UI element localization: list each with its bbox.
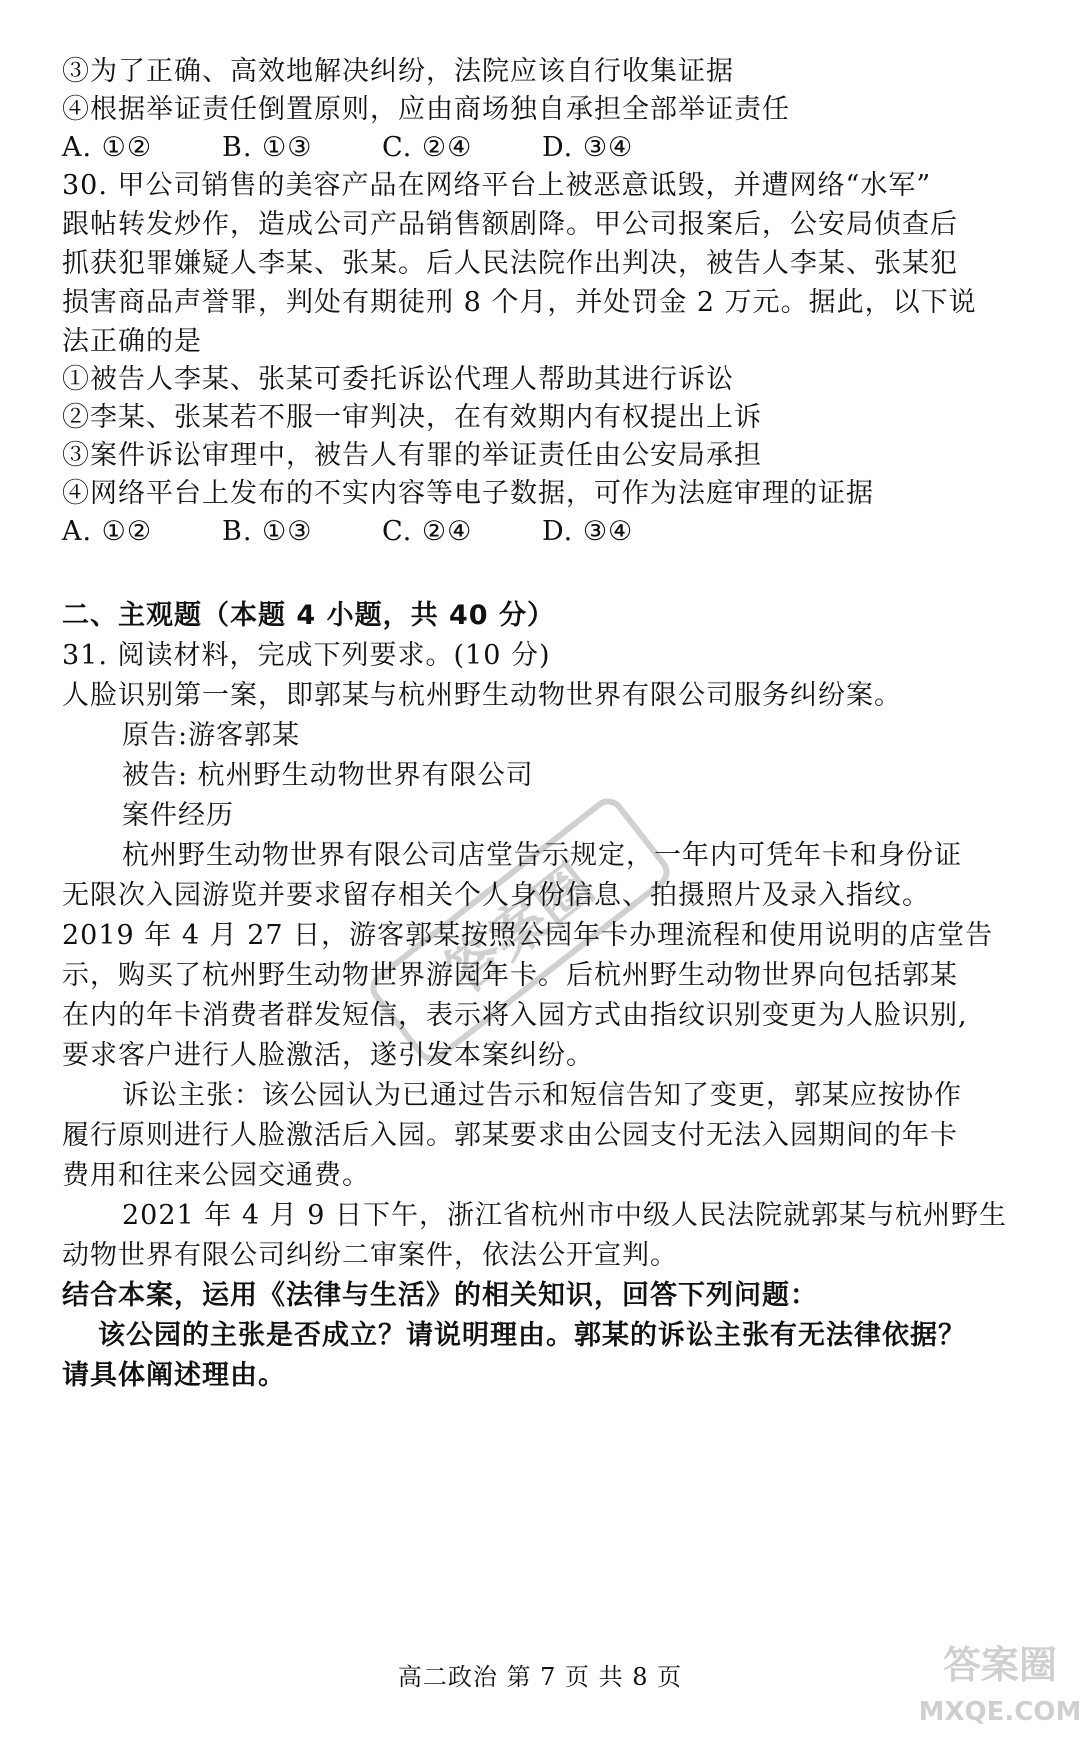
q31-case-line: 2019 年 4 月 27 日，游客郭某按照公园年卡办理流程和使用说明的店堂告 (62, 920, 994, 951)
q31-claim-line: 履行原则进行人脸激活后入园。郭某要求由公园支付无法入园期间的年卡 (62, 1120, 958, 1151)
q31-verdict-line: 动物世界有限公司纠纷二审案件，依法公开宣判。 (62, 1240, 678, 1271)
q30-stem-line: 损害商品声誉罪，判处有期徒刑 8 个月，并处罚金 2 万元。据此，以下说 (62, 287, 977, 318)
q30-stem-line: 法正确的是 (62, 326, 202, 357)
q31-case-line: 要求客户进行人脸激活，遂引发本案纠纷。 (62, 1040, 594, 1071)
q31-verdict-line: 2021 年 4 月 9 日下午，浙江省杭州市中级人民法院就郭某与杭州野生 (122, 1200, 1007, 1231)
q30-choice-b: B. ①③ (222, 516, 313, 547)
q29-choice-d: D. ③④ (542, 132, 634, 163)
q29-choice-a: A. ①② (62, 132, 153, 163)
q31-case-label: 案件经历 (122, 800, 234, 831)
q30-item-2: ②李某、张某若不服一审判决，在有效期内有权提出上诉 (62, 402, 762, 433)
q31-defendant: 被告: 杭州野生动物世界有限公司 (122, 760, 534, 791)
section-heading: 二、主观题（本题 4 小题，共 40 分） (62, 600, 555, 631)
q31-task-line: 结合本案，运用《法律与生活》的相关知识，回答下列问题： (62, 1280, 818, 1311)
q31-case-line: 无限次入园游览并要求留存相关个人身份信息、拍摄照片及录入指纹。 (62, 880, 930, 911)
q29-item-4: ④根据举证责任倒置原则，应由商场独自承担全部举证责任 (62, 94, 790, 125)
watermark-logo (918, 1620, 1082, 1740)
q30-stem-line: 30. 甲公司销售的美容产品在网络平台上被恶意诋毁，并遭网络“水军” (62, 170, 932, 201)
q30-stem-line: 抓获犯罪嫌疑人李某、张某。后人民法院作出判决，被告人李某、张某犯 (62, 248, 958, 279)
q30-item-1: ①被告人李某、张某可委托诉讼代理人帮助其进行诉讼 (62, 364, 734, 395)
watermark-logo-url: MXQE.COM (918, 1697, 1082, 1727)
q31-case-line: 在内的年卡消费者群发短信，表示将入园方式由指纹识别变更为人脸识别, (62, 1000, 968, 1031)
q31-plaintiff: 原告:游客郭某 (122, 720, 301, 751)
q29-choice-b: B. ①③ (222, 132, 313, 163)
watermark-logo-text: 答案圈 (942, 1643, 1058, 1687)
q30-item-3: ③案件诉讼审理中，被告人有罪的举证责任由公安局承担 (62, 440, 762, 471)
q30-choice-c: C. ②④ (382, 516, 473, 547)
q31-title: 31. 阅读材料，完成下列要求。(10 分) (62, 640, 551, 671)
q30-item-4: ④网络平台上发布的不实内容等电子数据，可作为法庭审理的证据 (62, 478, 874, 509)
q31-intro: 人脸识别第一案，即郭某与杭州野生动物世界有限公司服务纠纷案。 (62, 680, 902, 711)
watermark-stamp-text: 答案圈 (433, 852, 606, 1007)
q31-case-line: 杭州野生动物世界有限公司店堂告示规定，一年内可凭年卡和身份证 (122, 840, 962, 871)
q30-stem-line: 跟帖转发炒作，造成公司产品销售额剧降。甲公司报案后，公安局侦查后 (62, 209, 958, 240)
q31-case-line: 示，购买了杭州野生动物世界游园年卡。后杭州野生动物世界向包括郭某 (62, 960, 958, 991)
q30-choices (62, 512, 1022, 552)
q30-choice-a: A. ①② (62, 516, 153, 547)
page-footer: 高二政治 第 7 页 共 8 页 (397, 1663, 683, 1691)
q31-claim-line: 费用和往来公园交通费。 (62, 1160, 370, 1191)
q29-choice-c: C. ②④ (382, 132, 473, 163)
q29-choices (62, 128, 1022, 168)
q29-item-3: ③为了正确、高效地解决纠纷，法院应该自行收集证据 (62, 56, 734, 87)
q31-claim-line: 诉讼主张：该公园认为已通过告示和短信告知了变更，郭某应按协作 (122, 1080, 962, 1111)
q31-task-line: 该公园的主张是否成立？请说明理由。郭某的诉讼主张有无法律依据？ (98, 1320, 966, 1351)
q30-choice-d: D. ③④ (542, 516, 634, 547)
q31-task-line: 请具体阐述理由。 (62, 1360, 286, 1391)
